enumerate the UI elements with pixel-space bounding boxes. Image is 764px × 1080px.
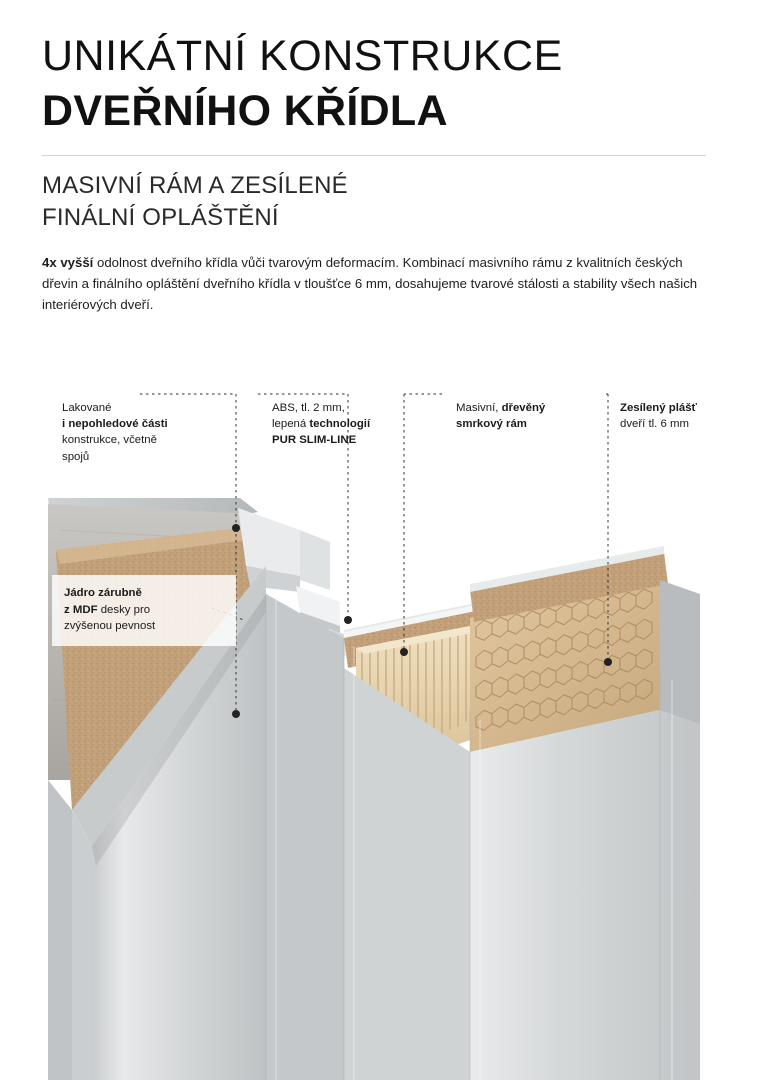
intro-paragraph-lead: 4x vyšší bbox=[42, 254, 94, 270]
callout-mdf-line2-rest: desky pro bbox=[97, 603, 151, 616]
callout-lakovane-line3: konstrukce, včetně bbox=[62, 434, 157, 447]
door-cross-section-illustration bbox=[0, 380, 764, 1080]
page-title-line1: UNIKÁTNÍ KONSTRUKCE bbox=[42, 32, 563, 80]
callout-plast-line2: dveří tl. 6 mm bbox=[620, 418, 689, 431]
callout-abs bbox=[272, 400, 422, 449]
callout-mdf-line2-bold: z MDF bbox=[64, 603, 98, 616]
callout-ram-line2: smrkový rám bbox=[456, 418, 527, 431]
callout-mdf-line3: zvýšenou pevnost bbox=[64, 620, 156, 633]
callout-ram-line1: Masivní, bbox=[456, 402, 502, 414]
callout-lakovane-line1: Lakované bbox=[62, 402, 112, 414]
page-title-line2: DVEŘNÍHO KŘÍDLA bbox=[42, 87, 448, 136]
callout-abs-line1: ABS, tl. 2 mm, bbox=[272, 402, 345, 414]
callout-lakovane bbox=[62, 400, 212, 465]
callout-lakovane-line4: spojů bbox=[62, 450, 90, 463]
header bbox=[42, 34, 732, 316]
callout-lakovane-line2: i nepohledové části bbox=[62, 418, 168, 431]
callout-plast-line1: Zesílený plášť bbox=[620, 402, 697, 414]
subtitle-line2: FINÁLNÍ OPLÁŠTĚNÍ bbox=[42, 203, 279, 231]
callout-abs-line3: PUR SLIM-LINE bbox=[272, 434, 357, 447]
subtitle-line1: MASIVNÍ RÁM A ZESÍLENÉ bbox=[42, 172, 348, 200]
callout-abs-line2-bold: technologií bbox=[309, 418, 371, 431]
callout-ram-line1-bold: dřevěný bbox=[501, 402, 546, 414]
callout-mdf-core bbox=[52, 575, 236, 646]
callout-labels bbox=[0, 380, 764, 1080]
intro-paragraph-rest: odolnost dveřního křídla vůči tvarovým deformacím. Kombinací masivního rámu z kvalitních českých dřevin a finálního opláštění dveřního křídla v tloušťce 6 mm, dosahujeme tvarové stálosti a stability všech našich interiérových dveří. bbox=[42, 254, 698, 313]
callout-abs-line2: lepená bbox=[272, 418, 310, 431]
callout-ram bbox=[456, 400, 596, 432]
divider bbox=[42, 155, 706, 156]
intro-paragraph bbox=[42, 252, 714, 316]
callout-plast bbox=[620, 400, 750, 432]
callout-mdf-line1: Jádro zárubně bbox=[64, 587, 142, 599]
